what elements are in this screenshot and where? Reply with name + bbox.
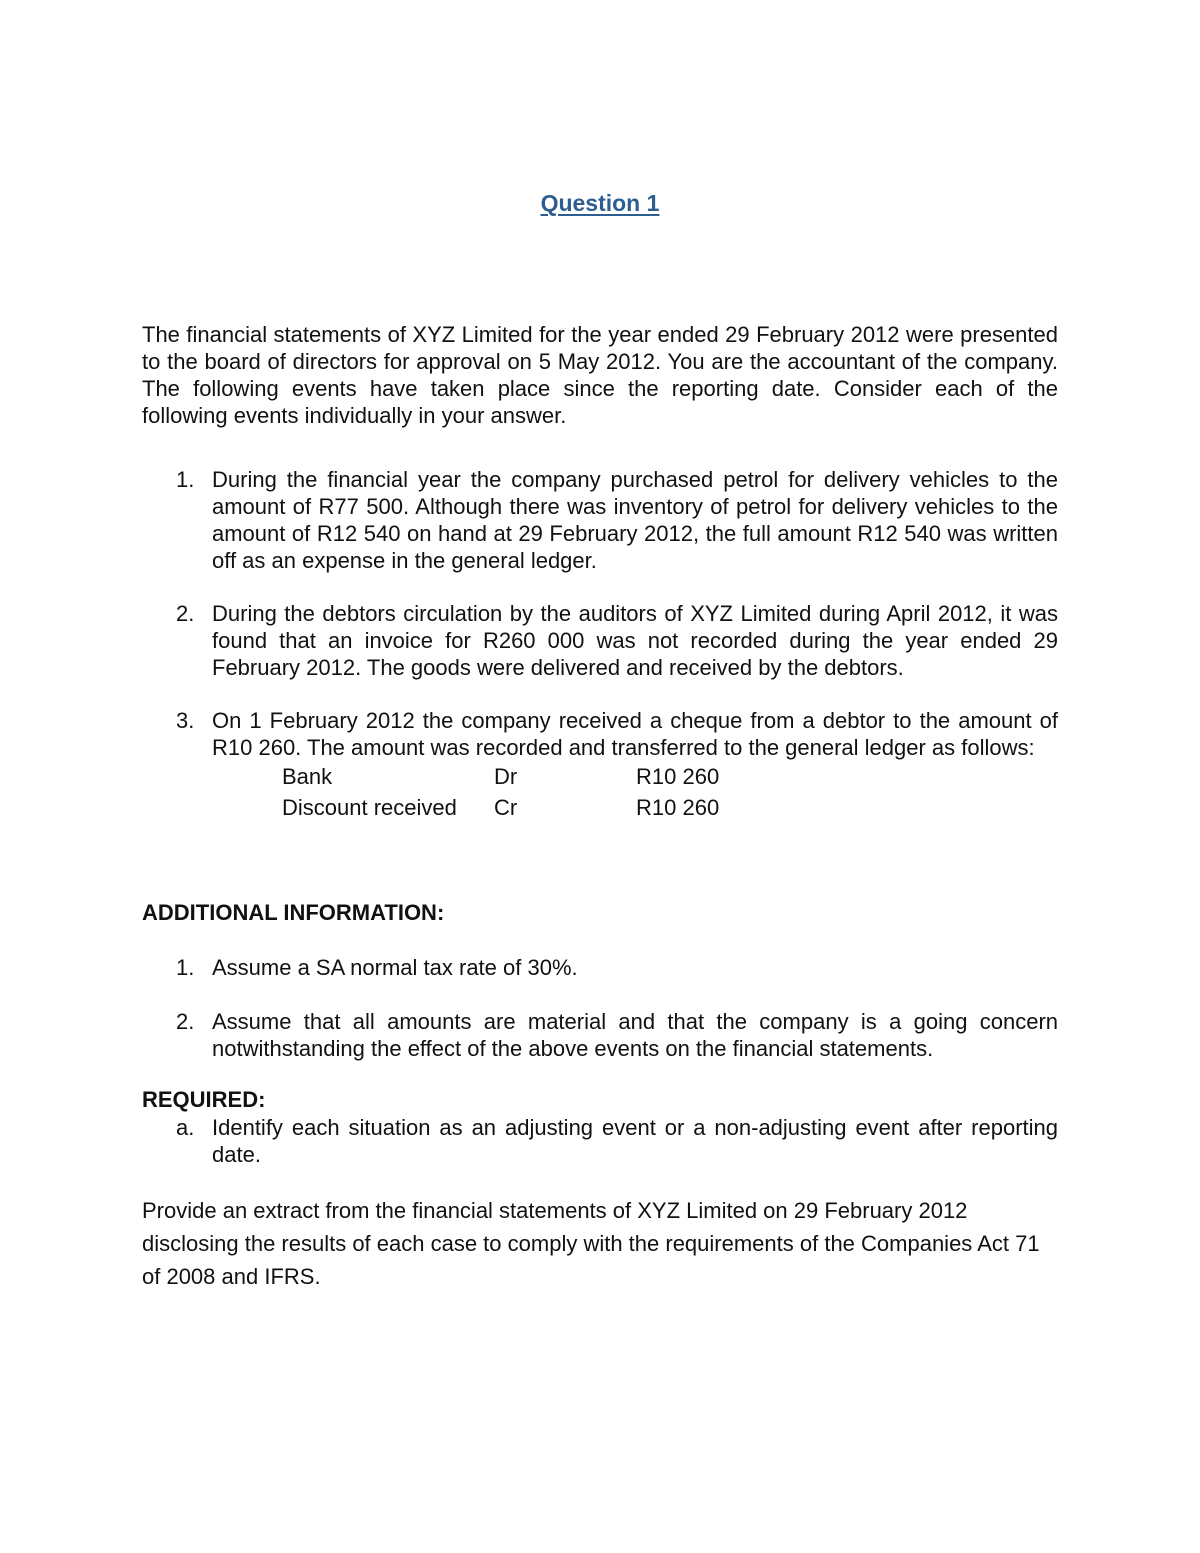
additional-item-1 [142, 954, 1058, 981]
required-heading: REQUIRED: [142, 1087, 266, 1112]
additional-text: Assume that all amounts are material and that the company is a going concern notwithstanding the effect of the above events on the financial statements. [212, 1009, 1058, 1061]
journal-account: Discount received [282, 795, 457, 820]
additional-text: Assume a SA normal tax rate of 30%. [212, 955, 578, 980]
additional-number: 2. [176, 1009, 195, 1034]
intro-paragraph: The financial statements of XYZ Limited for the year ended 29 February 2012 were presented to the board of directors for approval on 5 May 2012. You are the accountant of the company. The following events have taken place since the reporting date. Consider each of the following events individually in your answer. [142, 322, 1058, 428]
journal-entry [282, 761, 1058, 823]
event-number: 3. [176, 708, 195, 733]
event-item-3 [142, 707, 1058, 823]
required-text: Identify each situation as an adjusting event or a non-adjusting event after reporting date. [212, 1115, 1058, 1167]
required-list [142, 1114, 1058, 1168]
event-number: 1. [176, 467, 195, 492]
additional-number: 1. [176, 955, 195, 980]
journal-side: Cr [494, 795, 518, 820]
event-item-1 [142, 466, 1058, 574]
journal-account: Bank [282, 764, 333, 789]
closing-paragraph: Provide an extract from the financial statements of XYZ Limited on 29 February 2012 disclosing the results of each case to comply with the requirements of the Companies Act 71 of 2008 and IFRS. [142, 1198, 1040, 1289]
event-text: During the financial year the company purchased petrol for delivery vehicles to the amount of R77 500. Although there was inventory of petrol for delivery vehicles to the amount of R12 540 on hand at 29 February 2012, the full amount R12 540 was written off as an expense in the general ledger. [212, 467, 1058, 573]
events-list [142, 466, 1058, 849]
journal-row-credit [282, 792, 1058, 823]
additional-info-list [142, 954, 1058, 1089]
event-item-2 [142, 600, 1058, 681]
event-text: On 1 February 2012 the company received a cheque from a debtor to the amount of R10 260. The amount was recorded and transferred to the general ledger as follows: [212, 708, 1058, 760]
additional-info-heading: ADDITIONAL INFORMATION: [142, 900, 445, 925]
additional-item-2 [142, 1008, 1058, 1062]
question-title: Question 1 [540, 190, 660, 216]
journal-amount: R10 260 [636, 795, 720, 820]
required-letter: a. [176, 1115, 195, 1140]
event-number: 2. [176, 601, 195, 626]
journal-amount: R10 260 [636, 764, 720, 789]
journal-row-debit [282, 761, 1058, 792]
required-item-a [142, 1114, 1058, 1168]
journal-side: Dr [494, 764, 518, 789]
event-text: During the debtors circulation by the auditors of XYZ Limited during April 2012, it was found that an invoice for R260 000 was not recorded during the year ended 29 February 2012. The goods were delivered and received by the debtors. [212, 601, 1058, 680]
